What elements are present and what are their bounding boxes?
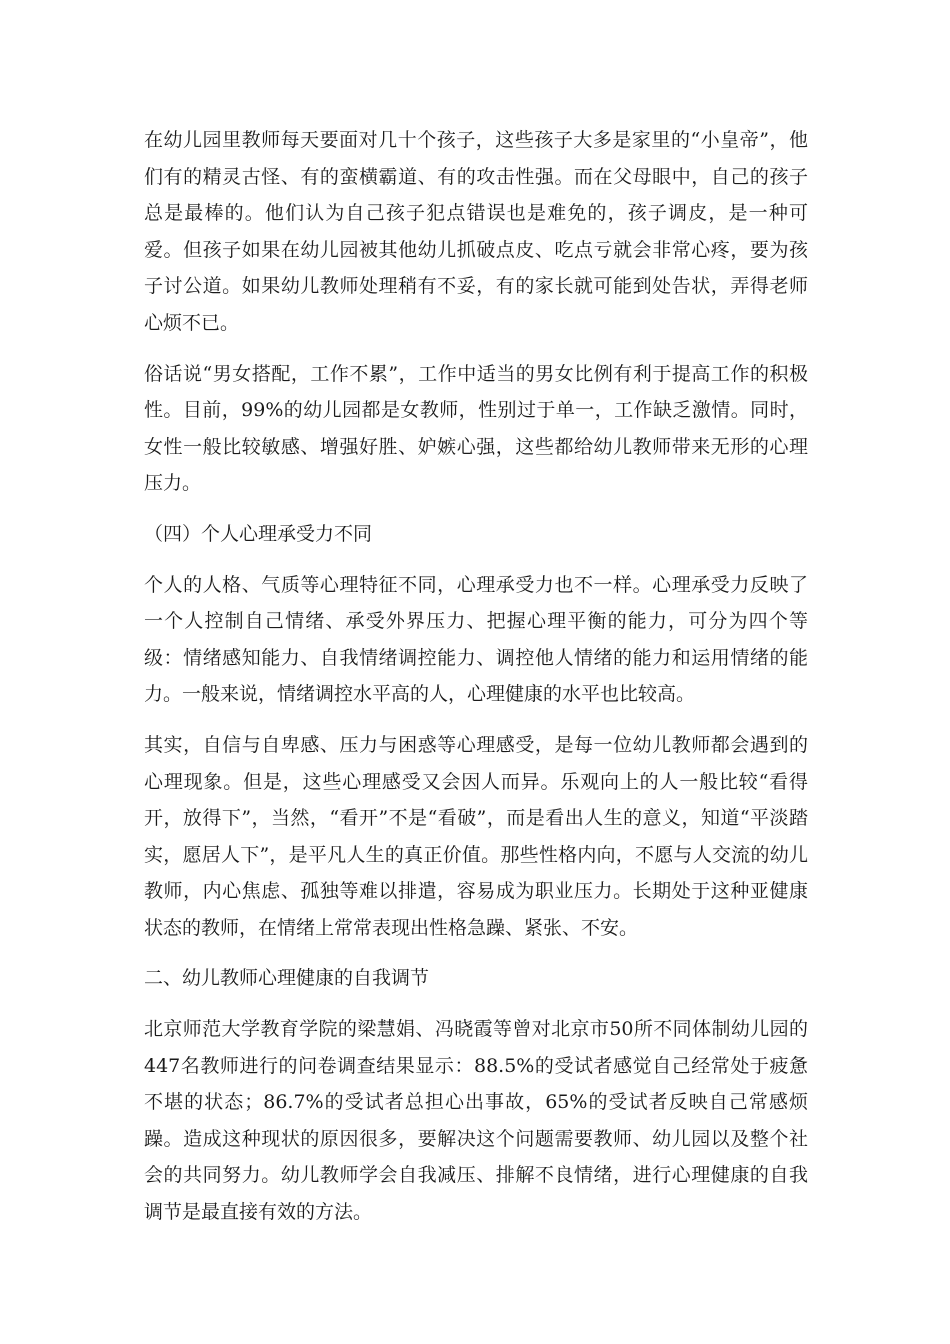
paragraph-gender-ratio: 俗话说“男女搭配，工作不累”，工作中适当的男女比例有利于提高工作的积极性。目前，99%的幼儿园都是女教师，性别过于单一，工作缺乏激情。同时，女性一般比较敏感、增强好胜、妒嫉心强，这些都给幼儿教师带来无形的心理压力。 — [144, 362, 808, 495]
paragraph-tolerance-levels: 个人的人格、气质等心理特征不同，心理承受力也不一样。心理承受力反映了一个人控制自己情绪、承受外界压力、把握心理平衡的能力，可分为四个等级：情绪感知能力、自我情绪调控能力、调控他人情绪的能力和运用情绪的能力。一般来说，情绪调控水平高的人，心理健康的水平也比较高。 — [144, 573, 808, 706]
paragraph-self-confidence: 其实，自信与自卑感、压力与困惑等心理感受，是每一位幼儿教师都会遇到的心理现象。但是，这些心理感受又会因人而异。乐观向上的人一般比较“看得开，放得下”，当然，“看开”不是“看破”，而是看出人生的意义，知道“平淡踏实，愿居人下”，是平凡人生的真正价值。那些性格内向，不愿与人交流的幼儿教师，内心焦虑、孤独等难以排遣，容易成为职业压力。长期处于这种亚健康状态的教师，在情绪上常常表现出性格急躁、紧张、不安。 — [144, 733, 808, 939]
section-heading-psychological-tolerance: （四）个人心理承受力不同 — [144, 522, 373, 545]
document-body — [144, 122, 808, 1245]
section-heading-self-regulation: 二、幼儿教师心理健康的自我调节 — [144, 967, 430, 990]
paragraph-parent-pressure: 在幼儿园里教师每天要面对几十个孩子，这些孩子大多是家里的“小皇帝”，他们有的精灵古怪、有的蛮横霸道、有的攻击性强。而在父母眼中，自己的孩子总是最棒的。他们认为自己孩子犯点错误也是难免的，孩子调皮，是一种可爱。但孩子如果在幼儿园被其他幼儿抓破点皮、吃点亏就会非常心疼，要为孩子讨公道。如果幼儿教师处理稍有不妥，有的家长就可能到处告状，弄得老师心烦不已。 — [144, 129, 808, 334]
paragraph-survey-results: 北京师范大学教育学院的梁慧娟、冯晓霞等曾对北京市50所不同体制幼儿园的447名教师进行的问卷调查结果显示：88.5%的受试者感觉自己经常处于疲惫不堪的状态；86.7%的受试者总担心出事故，65%的受试者反映自己常感烦躁。造成这种现状的原因很多，要解决这个问题需要教师、幼儿园以及整个社会的共同努力。幼儿教师学会自我减压、排解不良情绪，进行心理健康的自我调节是最直接有效的方法。 — [144, 1018, 808, 1224]
